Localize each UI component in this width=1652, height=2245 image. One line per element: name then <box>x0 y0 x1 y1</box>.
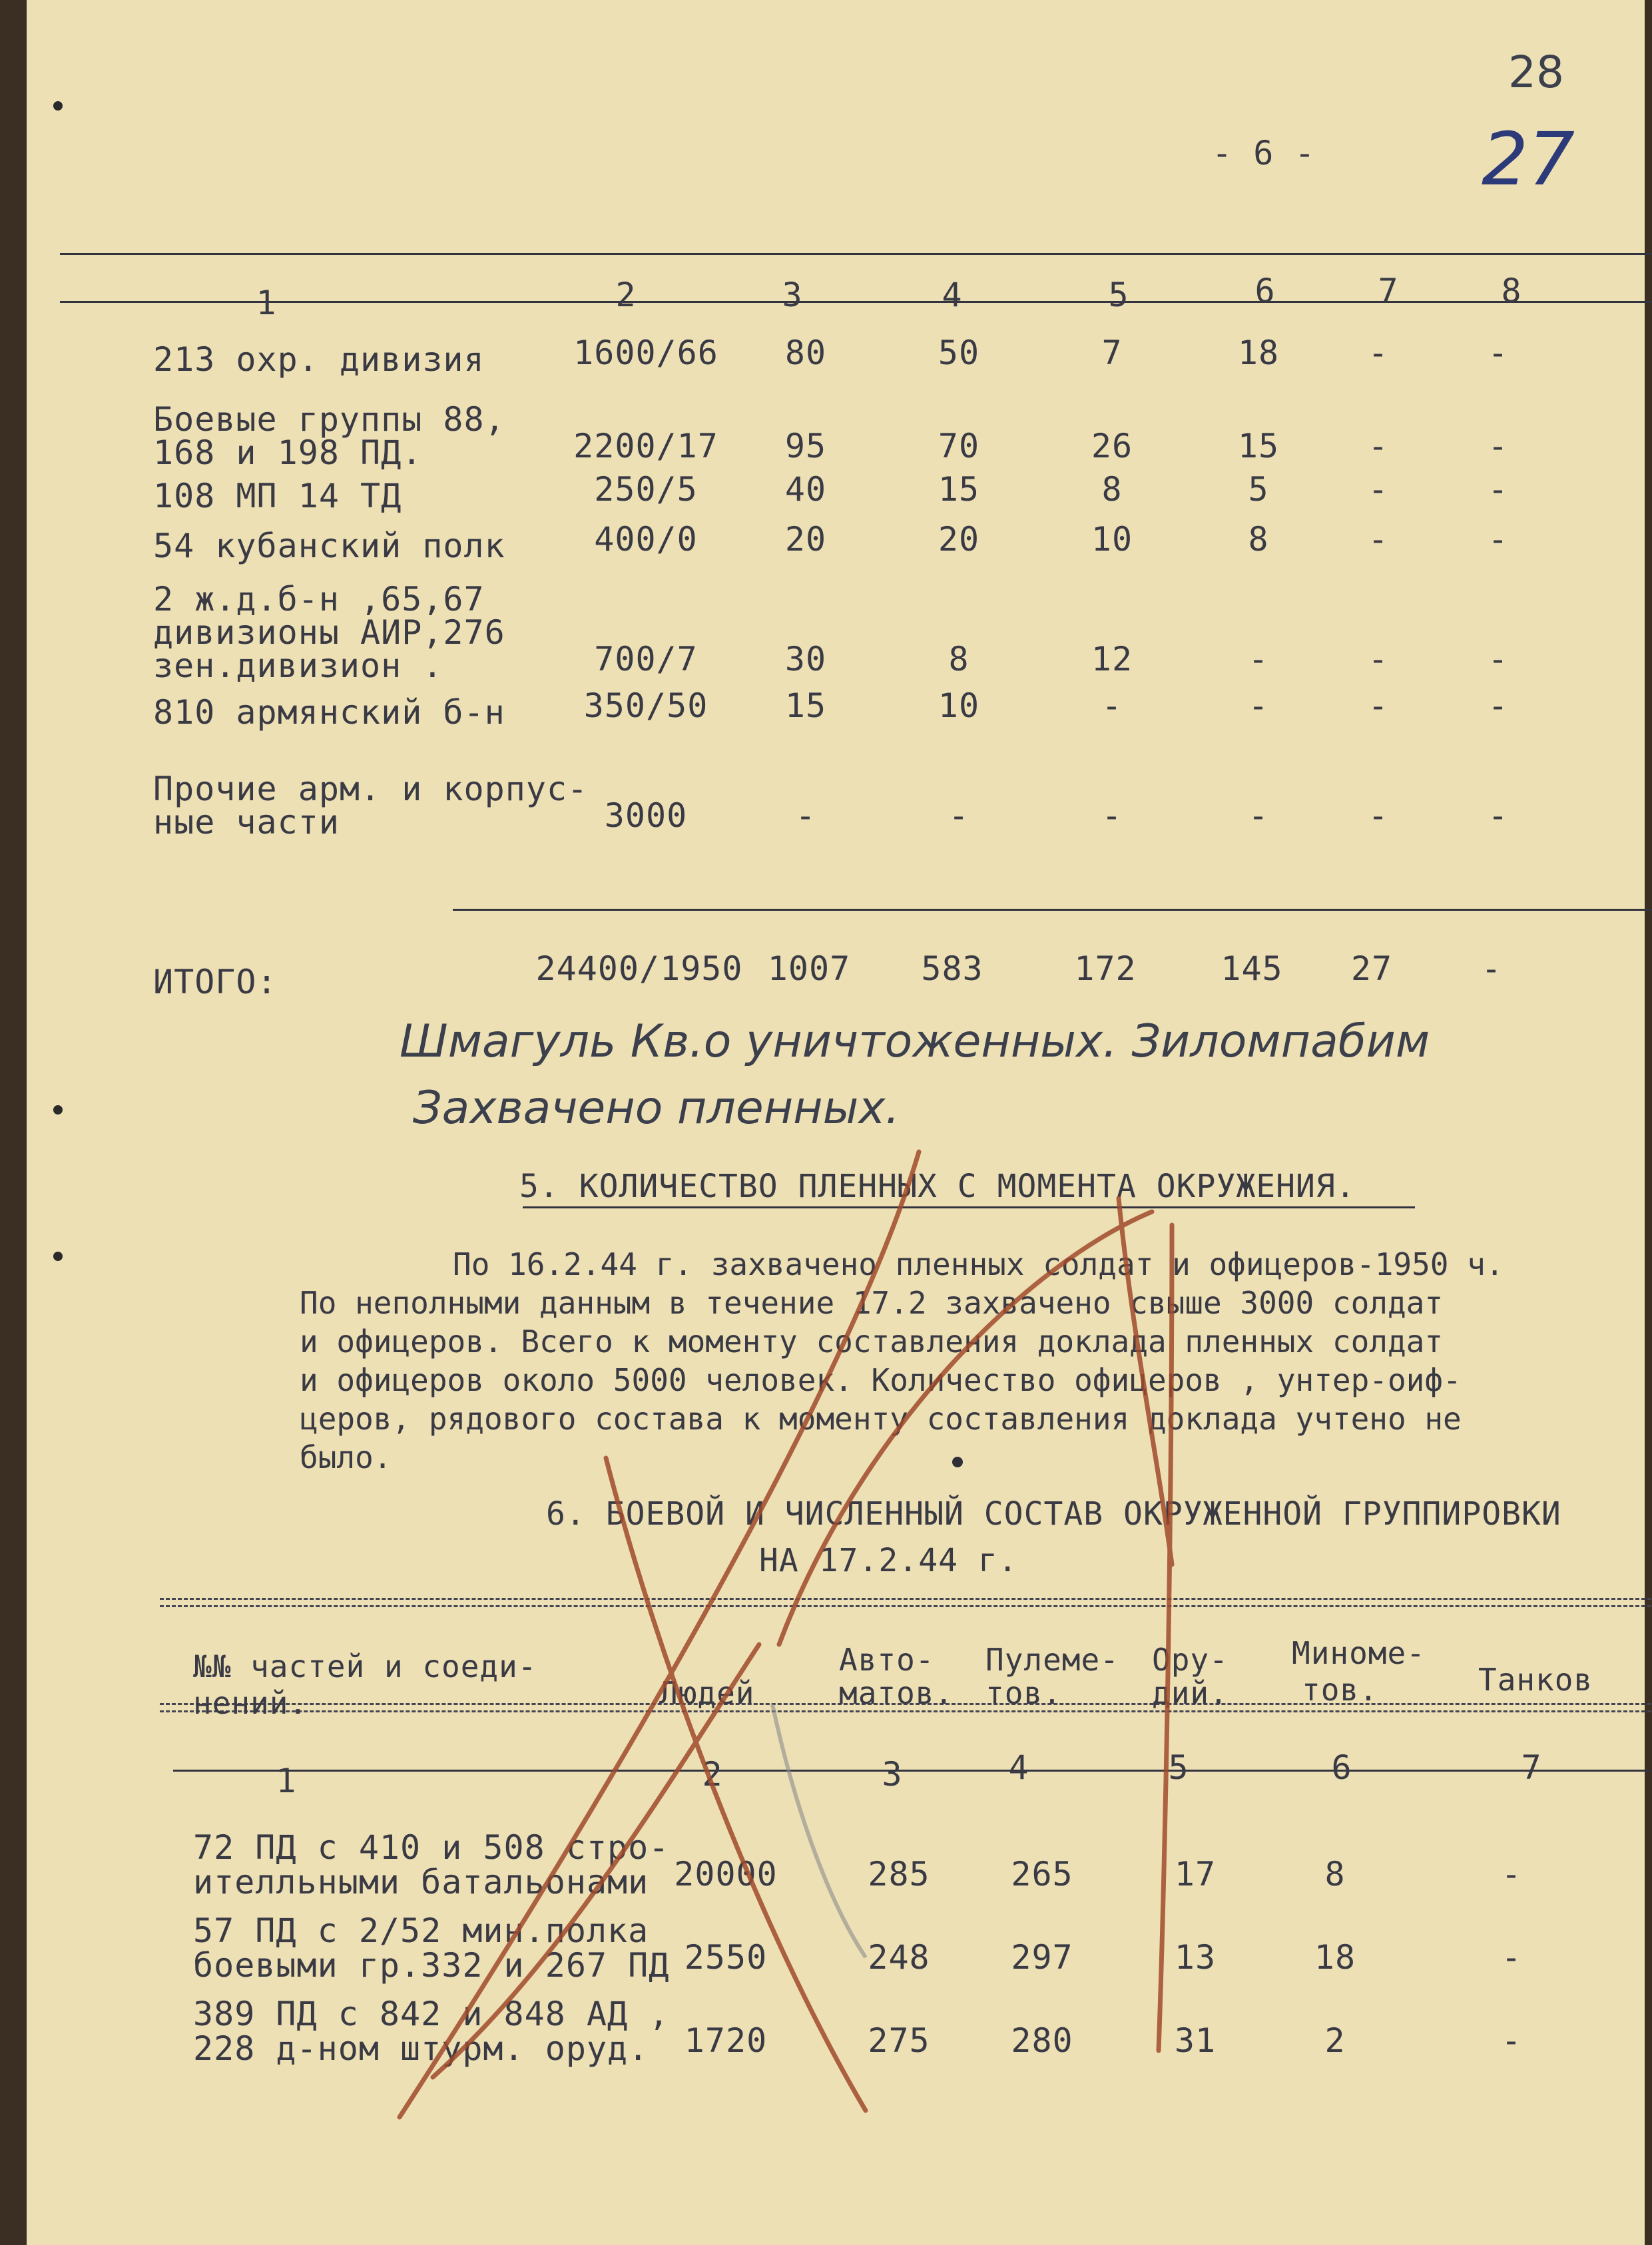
table-cell: 20 <box>784 520 827 559</box>
table-cell: - <box>1488 470 1509 509</box>
paragraph-line: церов, рядового состава к моменту составления доклада учтено не <box>300 1401 1462 1437</box>
paragraph-line: По 16.2.44 г. захвачено пленных солдат и офицеров-1950 ч. <box>453 1246 1504 1282</box>
row-name-line: 57 ПД с 2/52 мин.полка <box>193 1911 649 1950</box>
header-machineguns: тов. <box>985 1675 1062 1711</box>
header-mortars: Миноме- <box>1292 1635 1426 1671</box>
row-name-line: 228 д-ном штурм. оруд. <box>193 2029 649 2068</box>
table-cell: 20000 <box>674 1855 778 1893</box>
table-cell: 18 <box>1314 1938 1356 1977</box>
table-cell: 8 <box>948 640 969 678</box>
row-name-line: Боевые группы 88, <box>153 400 505 439</box>
column-number: 5 <box>1168 1748 1189 1787</box>
table-cell: - <box>1368 686 1389 725</box>
table-cell: 10 <box>938 686 980 725</box>
table-cell: 280 <box>1011 2021 1073 2060</box>
header-units: №№ частей и соеди- <box>193 1648 537 1684</box>
total-cell: - <box>1481 949 1502 988</box>
column-number: 6 <box>1254 272 1276 310</box>
table-cell: 8 <box>1324 1855 1346 1893</box>
table-cell: 275 <box>868 2021 930 2060</box>
row-name-line: 72 ПД с 410 и 508 стро- <box>193 1828 670 1867</box>
table-cell: - <box>1368 470 1389 509</box>
paragraph-line: и офицеров около 5000 человек. Количество офицеров , унтер-оиф- <box>300 1362 1462 1398</box>
red-pencil-stroke <box>1159 1225 1172 2051</box>
section6-title: 6. БОЕВОЙ И ЧИСЛЕННЫЙ СОСТАВ ОКРУЖЕННОЙ ГРУППИРОВКИ <box>546 1495 1561 1533</box>
table-cell: 15 <box>1237 427 1280 465</box>
row-name-line: зен.дивизион . <box>153 646 443 685</box>
table-cell: 250/5 <box>594 470 698 509</box>
table-cell: 50 <box>938 334 980 372</box>
column-number: 3 <box>782 276 803 314</box>
table-cell: 70 <box>938 427 980 465</box>
row-name-line: ителльными батальонами <box>193 1863 649 1901</box>
table-cell: 15 <box>784 686 827 725</box>
table-cell: 2200/17 <box>573 427 718 465</box>
row-name-line: 2 ж.д.б-н ,65,67 <box>153 580 485 619</box>
column-number: 4 <box>1008 1748 1029 1787</box>
table-cell: 2550 <box>684 1938 768 1977</box>
table-cell: - <box>1488 334 1509 372</box>
table-cell: - <box>1368 640 1389 678</box>
header-guns: дий. <box>1152 1675 1229 1711</box>
table-cell: - <box>1368 427 1389 465</box>
archive-number-new: 27 <box>1482 117 1575 202</box>
table-cell: 297 <box>1011 1938 1073 1977</box>
archive-number-old: 28 <box>1508 47 1564 98</box>
column-number: 1 <box>256 284 277 322</box>
row-name-line: 810 армянский б-н <box>153 693 505 732</box>
paragraph-line: было. <box>300 1439 392 1475</box>
table-cell: - <box>1368 334 1389 372</box>
table-cell: 13 <box>1174 1938 1217 1977</box>
header-machineguns: Пулеме- <box>985 1642 1119 1678</box>
header-tanks: Танков <box>1478 1662 1593 1698</box>
pencil-strikethrough-marks <box>27 0 1645 2245</box>
table-cell: - <box>1488 686 1509 725</box>
total-cell: 27 <box>1350 949 1393 988</box>
table-cell: - <box>1248 686 1269 725</box>
table-cell: - <box>1488 796 1509 835</box>
table-cell: - <box>795 796 816 835</box>
total-cell: 1007 <box>767 949 851 988</box>
column-number: 7 <box>1378 272 1399 310</box>
handwritten-note-line: Захвачено пленных. <box>413 1082 900 1134</box>
red-pencil-stroke <box>779 1212 1152 1644</box>
table-cell: 1720 <box>684 2021 768 2060</box>
table-cell: - <box>948 796 969 835</box>
table-cell: - <box>1368 520 1389 559</box>
table-cell: - <box>1501 1938 1522 1977</box>
red-pencil-stroke <box>433 1644 759 2077</box>
section6-subtitle: НА 17.2.44 г. <box>759 1542 1018 1579</box>
table-cell: - <box>1248 640 1269 678</box>
section5-title: 5. КОЛИЧЕСТВО ПЛЕННЫХ С МОМЕНТА ОКРУЖЕНИЯ. <box>519 1168 1356 1205</box>
handwritten-note-line: Шмагуль Кв.о уничтоженных. Зиломпабим <box>400 1015 1430 1068</box>
table-cell: 1600/66 <box>573 334 718 372</box>
table-cell: 8 <box>1101 470 1123 509</box>
table-cell: 26 <box>1091 427 1133 465</box>
row-name-line: 389 ПД с 842 и 848 АД , <box>193 1995 670 2033</box>
table-cell: 80 <box>784 334 827 372</box>
paragraph-line: По неполными данным в течение 17.2 захвачено свыше 3000 солдат <box>300 1285 1444 1321</box>
column-number: 7 <box>1521 1748 1542 1787</box>
row-name-line: 168 и 198 ПД. <box>153 433 423 472</box>
table-cell: 20 <box>938 520 980 559</box>
table-cell: 7 <box>1101 334 1123 372</box>
row-name-line: ные части <box>153 803 340 842</box>
table-cell: 265 <box>1011 1855 1073 1893</box>
grey-pencil-stroke <box>772 1704 866 1957</box>
row-name-line: боевыми гр.332 и 267 ПД <box>193 1946 670 1985</box>
table-cell: - <box>1501 1855 1522 1893</box>
table-cell: 15 <box>938 470 980 509</box>
table-cell: 31 <box>1174 2021 1217 2060</box>
header-automatics: матов. <box>839 1675 954 1711</box>
table-cell: 5 <box>1248 470 1269 509</box>
table-cell: 350/50 <box>583 686 708 725</box>
row-name-line: дивизионы АИР,276 <box>153 613 505 652</box>
table-cell: 18 <box>1237 334 1280 372</box>
column-number: 2 <box>615 276 637 314</box>
paragraph-line: и офицеров. Всего к моменту составления доклада пленных солдат <box>300 1324 1444 1360</box>
column-number: 2 <box>702 1755 723 1794</box>
header-people: Людей <box>659 1675 755 1711</box>
page-number: - 6 - <box>1212 134 1316 172</box>
table-cell: 10 <box>1091 520 1133 559</box>
row-name-line: 108 МП 14 ТД <box>153 477 402 515</box>
row-name-line: 54 кубанский полк <box>153 527 505 565</box>
table-cell: - <box>1488 640 1509 678</box>
column-number: 1 <box>276 1762 297 1800</box>
table-cell: 400/0 <box>594 520 698 559</box>
table-cell: 17 <box>1174 1855 1217 1893</box>
total-label: ИТОГО: <box>153 963 278 1001</box>
table-cell: 700/7 <box>594 640 698 678</box>
total-cell: 24400/1950 <box>535 949 743 988</box>
total-cell: 583 <box>921 949 983 988</box>
table-cell: - <box>1488 427 1509 465</box>
column-number: 4 <box>942 276 963 314</box>
header-mortars: тов. <box>1302 1672 1378 1708</box>
table-cell: 2 <box>1324 2021 1346 2060</box>
column-number: 3 <box>882 1755 903 1794</box>
table-cell: 8 <box>1248 520 1269 559</box>
table-cell: 285 <box>868 1855 930 1893</box>
table-cell: - <box>1368 796 1389 835</box>
table-cell: - <box>1101 686 1123 725</box>
table-cell: - <box>1488 520 1509 559</box>
table-cell: 3000 <box>604 796 688 835</box>
table-cell: 12 <box>1091 640 1133 678</box>
document-page <box>27 0 1645 2245</box>
table-cell: - <box>1501 2021 1522 2060</box>
column-number: 6 <box>1331 1748 1352 1787</box>
table-cell: 95 <box>784 427 827 465</box>
header-guns: Ору- <box>1152 1642 1229 1678</box>
row-name-line: Прочие арм. и корпус- <box>153 770 589 808</box>
total-cell: 172 <box>1074 949 1137 988</box>
column-number: 8 <box>1501 272 1522 310</box>
table-cell: 248 <box>868 1938 930 1977</box>
table-cell: 40 <box>784 470 827 509</box>
column-number: 5 <box>1108 276 1129 314</box>
total-cell: 145 <box>1221 949 1283 988</box>
table-cell: - <box>1248 796 1269 835</box>
table-cell: 30 <box>784 640 827 678</box>
header-units: нений. <box>193 1685 308 1721</box>
header-automatics: Авто- <box>839 1642 935 1678</box>
row-name-line: 213 охр. дивизия <box>153 340 485 379</box>
red-pencil-stroke <box>1119 1198 1172 1565</box>
table-cell: - <box>1101 796 1123 835</box>
